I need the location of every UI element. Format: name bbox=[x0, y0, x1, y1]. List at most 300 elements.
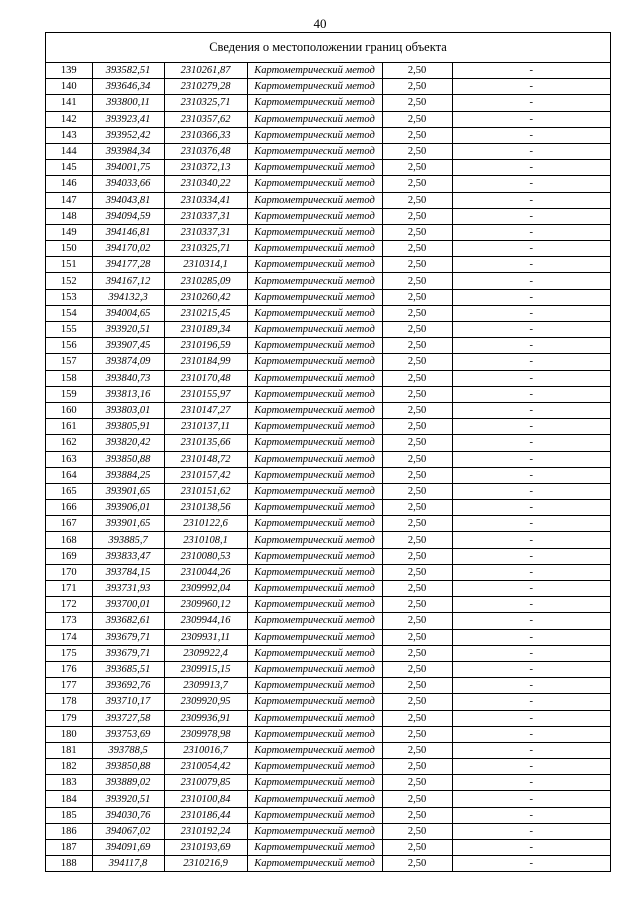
precision-cell: 2,50 bbox=[382, 840, 452, 856]
coord-x-cell: 393984,34 bbox=[92, 143, 164, 159]
point-number-cell: 182 bbox=[46, 759, 92, 775]
point-number-cell: 140 bbox=[46, 79, 92, 95]
note-cell: - bbox=[452, 564, 610, 580]
precision-cell: 2,50 bbox=[382, 451, 452, 467]
precision-cell: 2,50 bbox=[382, 532, 452, 548]
precision-cell: 2,50 bbox=[382, 759, 452, 775]
point-number-cell: 181 bbox=[46, 742, 92, 758]
coord-x-cell: 393727,58 bbox=[92, 710, 164, 726]
coord-x-cell: 393753,69 bbox=[92, 726, 164, 742]
note-cell: - bbox=[452, 467, 610, 483]
coord-x-cell: 393800,11 bbox=[92, 95, 164, 111]
method-cell: Картометрический метод bbox=[247, 564, 382, 580]
note-cell: - bbox=[452, 597, 610, 613]
point-number-cell: 148 bbox=[46, 208, 92, 224]
note-cell: - bbox=[452, 257, 610, 273]
method-cell: Картометрический метод bbox=[247, 322, 382, 338]
method-cell: Картометрический метод bbox=[247, 581, 382, 597]
coord-y-cell: 2309920,95 bbox=[164, 694, 247, 710]
table-row bbox=[46, 419, 610, 435]
table-row bbox=[46, 840, 610, 856]
point-number-cell: 177 bbox=[46, 678, 92, 694]
method-cell: Картометрический метод bbox=[247, 402, 382, 418]
method-cell: Картометрический метод bbox=[247, 856, 382, 872]
table-row bbox=[46, 402, 610, 418]
precision-cell: 2,50 bbox=[382, 775, 452, 791]
method-cell: Картометрический метод bbox=[247, 63, 382, 79]
table-row bbox=[46, 726, 610, 742]
coord-x-cell: 393920,51 bbox=[92, 791, 164, 807]
coord-y-cell: 2310186,44 bbox=[164, 807, 247, 823]
precision-cell: 2,50 bbox=[382, 289, 452, 305]
method-cell: Картометрический метод bbox=[247, 386, 382, 402]
coord-y-cell: 2310357,62 bbox=[164, 111, 247, 127]
coord-y-cell: 2310216,9 bbox=[164, 856, 247, 872]
table-row bbox=[46, 856, 610, 872]
note-cell: - bbox=[452, 710, 610, 726]
table-row bbox=[46, 322, 610, 338]
table-row bbox=[46, 289, 610, 305]
coord-y-cell: 2309992,04 bbox=[164, 581, 247, 597]
precision-cell: 2,50 bbox=[382, 807, 452, 823]
method-cell: Картометрический метод bbox=[247, 160, 382, 176]
point-number-cell: 141 bbox=[46, 95, 92, 111]
point-number-cell: 186 bbox=[46, 823, 92, 839]
point-number-cell: 151 bbox=[46, 257, 92, 273]
precision-cell: 2,50 bbox=[382, 613, 452, 629]
point-number-cell: 153 bbox=[46, 289, 92, 305]
coord-x-cell: 393692,76 bbox=[92, 678, 164, 694]
precision-cell: 2,50 bbox=[382, 192, 452, 208]
precision-cell: 2,50 bbox=[382, 143, 452, 159]
coord-x-cell: 394167,12 bbox=[92, 273, 164, 289]
note-cell: - bbox=[452, 629, 610, 645]
precision-cell: 2,50 bbox=[382, 95, 452, 111]
table-row bbox=[46, 807, 610, 823]
coord-y-cell: 2310193,69 bbox=[164, 840, 247, 856]
coord-x-cell: 393850,88 bbox=[92, 759, 164, 775]
point-number-cell: 159 bbox=[46, 386, 92, 402]
coord-y-cell: 2310215,45 bbox=[164, 305, 247, 321]
coord-x-cell: 393803,01 bbox=[92, 402, 164, 418]
method-cell: Картометрический метод bbox=[247, 192, 382, 208]
precision-cell: 2,50 bbox=[382, 386, 452, 402]
coord-x-cell: 394067,02 bbox=[92, 823, 164, 839]
method-cell: Картометрический метод bbox=[247, 305, 382, 321]
note-cell: - bbox=[452, 79, 610, 95]
precision-cell: 2,50 bbox=[382, 467, 452, 483]
point-number-cell: 146 bbox=[46, 176, 92, 192]
point-number-cell: 157 bbox=[46, 354, 92, 370]
coord-y-cell: 2310279,28 bbox=[164, 79, 247, 95]
note-cell: - bbox=[452, 791, 610, 807]
point-number-cell: 185 bbox=[46, 807, 92, 823]
coord-x-cell: 393833,47 bbox=[92, 548, 164, 564]
coord-x-cell: 394177,28 bbox=[92, 257, 164, 273]
note-cell: - bbox=[452, 354, 610, 370]
point-number-cell: 184 bbox=[46, 791, 92, 807]
coord-y-cell: 2310157,42 bbox=[164, 467, 247, 483]
coord-x-cell: 393906,01 bbox=[92, 500, 164, 516]
precision-cell: 2,50 bbox=[382, 742, 452, 758]
method-cell: Картометрический метод bbox=[247, 79, 382, 95]
precision-cell: 2,50 bbox=[382, 516, 452, 532]
table-row bbox=[46, 224, 610, 240]
precision-cell: 2,50 bbox=[382, 856, 452, 872]
coord-y-cell: 2310366,33 bbox=[164, 127, 247, 143]
note-cell: - bbox=[452, 111, 610, 127]
note-cell: - bbox=[452, 208, 610, 224]
note-cell: - bbox=[452, 516, 610, 532]
coord-y-cell: 2309960,12 bbox=[164, 597, 247, 613]
coord-y-cell: 2310285,09 bbox=[164, 273, 247, 289]
precision-cell: 2,50 bbox=[382, 338, 452, 354]
coord-y-cell: 2310079,85 bbox=[164, 775, 247, 791]
table-row bbox=[46, 613, 610, 629]
coord-x-cell: 393788,5 bbox=[92, 742, 164, 758]
coord-x-cell: 394170,02 bbox=[92, 241, 164, 257]
method-cell: Картометрический метод bbox=[247, 273, 382, 289]
method-cell: Картометрический метод bbox=[247, 742, 382, 758]
coord-y-cell: 2309936,91 bbox=[164, 710, 247, 726]
table-row bbox=[46, 143, 610, 159]
table-row bbox=[46, 742, 610, 758]
coord-y-cell: 2310080,53 bbox=[164, 548, 247, 564]
method-cell: Картометрический метод bbox=[247, 338, 382, 354]
note-cell: - bbox=[452, 742, 610, 758]
point-number-cell: 173 bbox=[46, 613, 92, 629]
coord-x-cell: 393813,16 bbox=[92, 386, 164, 402]
coord-y-cell: 2310147,27 bbox=[164, 402, 247, 418]
method-cell: Картометрический метод bbox=[247, 694, 382, 710]
coord-y-cell: 2310376,48 bbox=[164, 143, 247, 159]
coord-x-cell: 394004,65 bbox=[92, 305, 164, 321]
method-cell: Картометрический метод bbox=[247, 435, 382, 451]
table-row bbox=[46, 564, 610, 580]
point-number-cell: 156 bbox=[46, 338, 92, 354]
coord-y-cell: 2310261,87 bbox=[164, 63, 247, 79]
method-cell: Картометрический метод bbox=[247, 143, 382, 159]
method-cell: Картометрический метод bbox=[247, 645, 382, 661]
coord-x-cell: 393820,42 bbox=[92, 435, 164, 451]
note-cell: - bbox=[452, 645, 610, 661]
note-cell: - bbox=[452, 840, 610, 856]
point-number-cell: 175 bbox=[46, 645, 92, 661]
method-cell: Картометрический метод bbox=[247, 289, 382, 305]
coord-x-cell: 393582,51 bbox=[92, 63, 164, 79]
table-row bbox=[46, 111, 610, 127]
coord-y-cell: 2310054,42 bbox=[164, 759, 247, 775]
note-cell: - bbox=[452, 386, 610, 402]
note-cell: - bbox=[452, 338, 610, 354]
table-row bbox=[46, 127, 610, 143]
table-row bbox=[46, 775, 610, 791]
coord-x-cell: 394033,66 bbox=[92, 176, 164, 192]
method-cell: Картометрический метод bbox=[247, 759, 382, 775]
point-number-cell: 154 bbox=[46, 305, 92, 321]
note-cell: - bbox=[452, 419, 610, 435]
method-cell: Картометрический метод bbox=[247, 661, 382, 677]
coord-y-cell: 2310196,59 bbox=[164, 338, 247, 354]
coord-y-cell: 2310148,72 bbox=[164, 451, 247, 467]
point-number-cell: 142 bbox=[46, 111, 92, 127]
coord-x-cell: 393679,71 bbox=[92, 629, 164, 645]
coord-y-cell: 2310100,84 bbox=[164, 791, 247, 807]
point-number-cell: 143 bbox=[46, 127, 92, 143]
table-row bbox=[46, 483, 610, 499]
method-cell: Картометрический метод bbox=[247, 483, 382, 499]
coord-x-cell: 393874,09 bbox=[92, 354, 164, 370]
method-cell: Картометрический метод bbox=[247, 613, 382, 629]
point-number-cell: 155 bbox=[46, 322, 92, 338]
point-number-cell: 164 bbox=[46, 467, 92, 483]
method-cell: Картометрический метод bbox=[247, 257, 382, 273]
coord-y-cell: 2310137,11 bbox=[164, 419, 247, 435]
precision-cell: 2,50 bbox=[382, 419, 452, 435]
table-row bbox=[46, 338, 610, 354]
note-cell: - bbox=[452, 289, 610, 305]
coord-y-cell: 2310016,7 bbox=[164, 742, 247, 758]
coord-y-cell: 2309913,7 bbox=[164, 678, 247, 694]
coord-y-cell: 2310108,1 bbox=[164, 532, 247, 548]
coord-x-cell: 394001,75 bbox=[92, 160, 164, 176]
note-cell: - bbox=[452, 95, 610, 111]
coord-x-cell: 393901,65 bbox=[92, 483, 164, 499]
point-number-cell: 183 bbox=[46, 775, 92, 791]
precision-cell: 2,50 bbox=[382, 176, 452, 192]
coord-x-cell: 393646,34 bbox=[92, 79, 164, 95]
note-cell: - bbox=[452, 532, 610, 548]
note-cell: - bbox=[452, 775, 610, 791]
method-cell: Картометрический метод bbox=[247, 840, 382, 856]
precision-cell: 2,50 bbox=[382, 661, 452, 677]
precision-cell: 2,50 bbox=[382, 63, 452, 79]
note-cell: - bbox=[452, 176, 610, 192]
coord-y-cell: 2309922,4 bbox=[164, 645, 247, 661]
table-row bbox=[46, 467, 610, 483]
method-cell: Картометрический метод bbox=[247, 176, 382, 192]
point-number-cell: 160 bbox=[46, 402, 92, 418]
method-cell: Картометрический метод bbox=[247, 548, 382, 564]
coord-x-cell: 393710,17 bbox=[92, 694, 164, 710]
precision-cell: 2,50 bbox=[382, 726, 452, 742]
method-cell: Картометрический метод bbox=[247, 726, 382, 742]
method-cell: Картометрический метод bbox=[247, 823, 382, 839]
point-number-cell: 170 bbox=[46, 564, 92, 580]
table-row bbox=[46, 95, 610, 111]
precision-cell: 2,50 bbox=[382, 629, 452, 645]
note-cell: - bbox=[452, 273, 610, 289]
coord-y-cell: 2310138,56 bbox=[164, 500, 247, 516]
coord-y-cell: 2310135,66 bbox=[164, 435, 247, 451]
table-row bbox=[46, 192, 610, 208]
note-cell: - bbox=[452, 143, 610, 159]
point-number-cell: 162 bbox=[46, 435, 92, 451]
point-number-cell: 174 bbox=[46, 629, 92, 645]
coord-x-cell: 393682,61 bbox=[92, 613, 164, 629]
note-cell: - bbox=[452, 402, 610, 418]
coord-x-cell: 393700,01 bbox=[92, 597, 164, 613]
method-cell: Картометрический метод bbox=[247, 775, 382, 791]
method-cell: Картометрический метод bbox=[247, 208, 382, 224]
precision-cell: 2,50 bbox=[382, 273, 452, 289]
boundary-table-sheet bbox=[45, 32, 611, 872]
table-row bbox=[46, 759, 610, 775]
precision-cell: 2,50 bbox=[382, 224, 452, 240]
method-cell: Картометрический метод bbox=[247, 467, 382, 483]
precision-cell: 2,50 bbox=[382, 597, 452, 613]
method-cell: Картометрический метод bbox=[247, 419, 382, 435]
coord-x-cell: 393923,41 bbox=[92, 111, 164, 127]
coord-x-cell: 393679,71 bbox=[92, 645, 164, 661]
note-cell: - bbox=[452, 451, 610, 467]
table-row bbox=[46, 63, 610, 79]
note-cell: - bbox=[452, 305, 610, 321]
coord-y-cell: 2310372,13 bbox=[164, 160, 247, 176]
precision-cell: 2,50 bbox=[382, 483, 452, 499]
note-cell: - bbox=[452, 694, 610, 710]
precision-cell: 2,50 bbox=[382, 823, 452, 839]
coord-y-cell: 2309915,15 bbox=[164, 661, 247, 677]
coord-x-cell: 393920,51 bbox=[92, 322, 164, 338]
note-cell: - bbox=[452, 322, 610, 338]
point-number-cell: 172 bbox=[46, 597, 92, 613]
coord-y-cell: 2310044,26 bbox=[164, 564, 247, 580]
method-cell: Картометрический метод bbox=[247, 370, 382, 386]
coord-x-cell: 394146,81 bbox=[92, 224, 164, 240]
point-number-cell: 147 bbox=[46, 192, 92, 208]
point-number-cell: 166 bbox=[46, 500, 92, 516]
precision-cell: 2,50 bbox=[382, 500, 452, 516]
precision-cell: 2,50 bbox=[382, 791, 452, 807]
table-row bbox=[46, 597, 610, 613]
method-cell: Картометрический метод bbox=[247, 111, 382, 127]
coord-y-cell: 2309944,16 bbox=[164, 613, 247, 629]
table-row bbox=[46, 79, 610, 95]
method-cell: Картометрический метод bbox=[247, 516, 382, 532]
coord-y-cell: 2310170,48 bbox=[164, 370, 247, 386]
table-row bbox=[46, 661, 610, 677]
point-number-cell: 139 bbox=[46, 63, 92, 79]
table-row bbox=[46, 791, 610, 807]
point-number-cell: 187 bbox=[46, 840, 92, 856]
coord-x-cell: 394094,59 bbox=[92, 208, 164, 224]
table-row bbox=[46, 370, 610, 386]
method-cell: Картометрический метод bbox=[247, 127, 382, 143]
point-number-cell: 152 bbox=[46, 273, 92, 289]
method-cell: Картометрический метод bbox=[247, 710, 382, 726]
coord-y-cell: 2310122,6 bbox=[164, 516, 247, 532]
point-number-cell: 150 bbox=[46, 241, 92, 257]
method-cell: Картометрический метод bbox=[247, 354, 382, 370]
note-cell: - bbox=[452, 63, 610, 79]
table-row bbox=[46, 354, 610, 370]
coord-x-cell: 393685,51 bbox=[92, 661, 164, 677]
coord-y-cell: 2310189,34 bbox=[164, 322, 247, 338]
point-number-cell: 178 bbox=[46, 694, 92, 710]
note-cell: - bbox=[452, 127, 610, 143]
coord-x-cell: 394091,69 bbox=[92, 840, 164, 856]
method-cell: Картометрический метод bbox=[247, 224, 382, 240]
table-row bbox=[46, 645, 610, 661]
precision-cell: 2,50 bbox=[382, 678, 452, 694]
note-cell: - bbox=[452, 678, 610, 694]
table-row bbox=[46, 823, 610, 839]
coord-x-cell: 393907,45 bbox=[92, 338, 164, 354]
note-cell: - bbox=[452, 581, 610, 597]
precision-cell: 2,50 bbox=[382, 564, 452, 580]
precision-cell: 2,50 bbox=[382, 79, 452, 95]
precision-cell: 2,50 bbox=[382, 241, 452, 257]
coord-x-cell: 393952,42 bbox=[92, 127, 164, 143]
coord-y-cell: 2310260,42 bbox=[164, 289, 247, 305]
note-cell: - bbox=[452, 759, 610, 775]
point-number-cell: 158 bbox=[46, 370, 92, 386]
note-cell: - bbox=[452, 160, 610, 176]
coord-y-cell: 2310314,1 bbox=[164, 257, 247, 273]
coord-y-cell: 2310337,31 bbox=[164, 208, 247, 224]
precision-cell: 2,50 bbox=[382, 402, 452, 418]
coord-x-cell: 393784,15 bbox=[92, 564, 164, 580]
coord-x-cell: 393885,7 bbox=[92, 532, 164, 548]
table-row bbox=[46, 176, 610, 192]
coord-x-cell: 393840,73 bbox=[92, 370, 164, 386]
method-cell: Картометрический метод bbox=[247, 629, 382, 645]
coord-y-cell: 2310192,24 bbox=[164, 823, 247, 839]
precision-cell: 2,50 bbox=[382, 435, 452, 451]
method-cell: Картометрический метод bbox=[247, 678, 382, 694]
precision-cell: 2,50 bbox=[382, 694, 452, 710]
point-number-cell: 169 bbox=[46, 548, 92, 564]
coordinates-table bbox=[46, 63, 610, 871]
coordinates-table-body bbox=[46, 63, 610, 871]
table-row bbox=[46, 160, 610, 176]
coord-y-cell: 2310337,31 bbox=[164, 224, 247, 240]
table-row bbox=[46, 241, 610, 257]
note-cell: - bbox=[452, 483, 610, 499]
table-row bbox=[46, 257, 610, 273]
precision-cell: 2,50 bbox=[382, 160, 452, 176]
table-row bbox=[46, 629, 610, 645]
coord-y-cell: 2310151,62 bbox=[164, 483, 247, 499]
method-cell: Картометрический метод bbox=[247, 532, 382, 548]
table-row bbox=[46, 208, 610, 224]
table-row bbox=[46, 548, 610, 564]
method-cell: Картометрический метод bbox=[247, 95, 382, 111]
coord-x-cell: 393731,93 bbox=[92, 581, 164, 597]
note-cell: - bbox=[452, 807, 610, 823]
note-cell: - bbox=[452, 224, 610, 240]
precision-cell: 2,50 bbox=[382, 257, 452, 273]
point-number-cell: 188 bbox=[46, 856, 92, 872]
method-cell: Картометрический метод bbox=[247, 597, 382, 613]
table-row bbox=[46, 451, 610, 467]
method-cell: Картометрический метод bbox=[247, 791, 382, 807]
table-row bbox=[46, 694, 610, 710]
precision-cell: 2,50 bbox=[382, 710, 452, 726]
note-cell: - bbox=[452, 192, 610, 208]
coord-y-cell: 2310184,99 bbox=[164, 354, 247, 370]
note-cell: - bbox=[452, 241, 610, 257]
note-cell: - bbox=[452, 548, 610, 564]
note-cell: - bbox=[452, 370, 610, 386]
coord-x-cell: 394030,76 bbox=[92, 807, 164, 823]
point-number-cell: 168 bbox=[46, 532, 92, 548]
precision-cell: 2,50 bbox=[382, 645, 452, 661]
coord-x-cell: 393901,65 bbox=[92, 516, 164, 532]
note-cell: - bbox=[452, 613, 610, 629]
coord-x-cell: 393884,25 bbox=[92, 467, 164, 483]
